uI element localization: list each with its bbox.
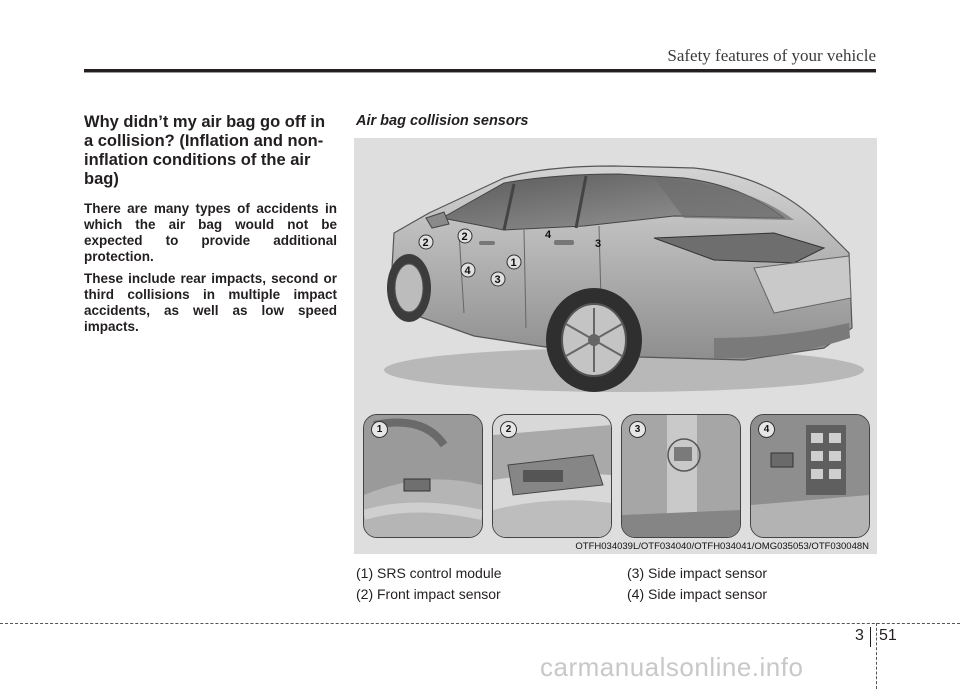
left-column bbox=[84, 113, 337, 341]
watermark: carmanualsonline.info bbox=[540, 652, 804, 682]
footer-vertical-rule bbox=[876, 623, 878, 689]
inset-number-1: 1 bbox=[371, 421, 388, 438]
inset-side-sensor-door bbox=[750, 414, 870, 538]
page-number: 51 bbox=[879, 627, 897, 644]
marker-3-rear bbox=[595, 238, 601, 250]
svg-text:4: 4 bbox=[464, 265, 471, 277]
marker-2-front bbox=[419, 235, 433, 249]
inset-number-4: 4 bbox=[758, 421, 775, 438]
svg-text:3: 3 bbox=[595, 238, 602, 250]
section-title: Safety features of your vehicle bbox=[667, 46, 876, 65]
footer-rule bbox=[0, 623, 960, 624]
svg-text:4: 4 bbox=[545, 229, 552, 241]
caption-2: (2) Front impact sensor bbox=[356, 586, 501, 602]
caption-1: (1) SRS control module bbox=[356, 565, 502, 581]
question-heading: Why didn’t my air bag go off in a collision? (Inflation and non-inflation conditions of the air bag) bbox=[84, 113, 326, 188]
caption-4: (4) Side impact sensor bbox=[627, 586, 768, 602]
paragraph-2: These include rear impacts, second or third collisions in multiple impact accidents, as well as low speed impacts. bbox=[84, 271, 337, 334]
marker-3-side bbox=[491, 272, 505, 286]
inset-number-3: 3 bbox=[629, 421, 646, 438]
marker-4-side bbox=[461, 263, 475, 277]
figure-title: Air bag collision sensors bbox=[356, 113, 529, 129]
inset-side-sensor-pillar bbox=[621, 414, 741, 538]
paragraph-1: There are many types of accidents in which the air bag would not be expected to provide additional protection. bbox=[84, 201, 337, 264]
svg-text:1: 1 bbox=[510, 257, 517, 269]
marker-1-srs bbox=[507, 255, 521, 269]
car-illustration bbox=[354, 138, 877, 408]
chapter-number: 3 bbox=[855, 627, 864, 644]
inset-front-sensor bbox=[492, 414, 612, 538]
airbag-sensor-figure bbox=[354, 138, 877, 554]
inset-number-2: 2 bbox=[500, 421, 517, 438]
figure-code: OTFH034039L/OTF034040/OTFH034041/OMG035053/OTF030048N bbox=[575, 541, 869, 552]
svg-text:2: 2 bbox=[422, 237, 429, 249]
marker-4-rear bbox=[545, 229, 552, 241]
marker-2-front-inner bbox=[458, 229, 472, 243]
inset-srs-module bbox=[363, 414, 483, 538]
svg-text:2: 2 bbox=[461, 231, 468, 243]
svg-text:3: 3 bbox=[494, 274, 501, 286]
page-number-divider bbox=[870, 627, 871, 647]
header-rule-thin bbox=[84, 72, 876, 73]
caption-3: (3) Side impact sensor bbox=[627, 565, 768, 581]
